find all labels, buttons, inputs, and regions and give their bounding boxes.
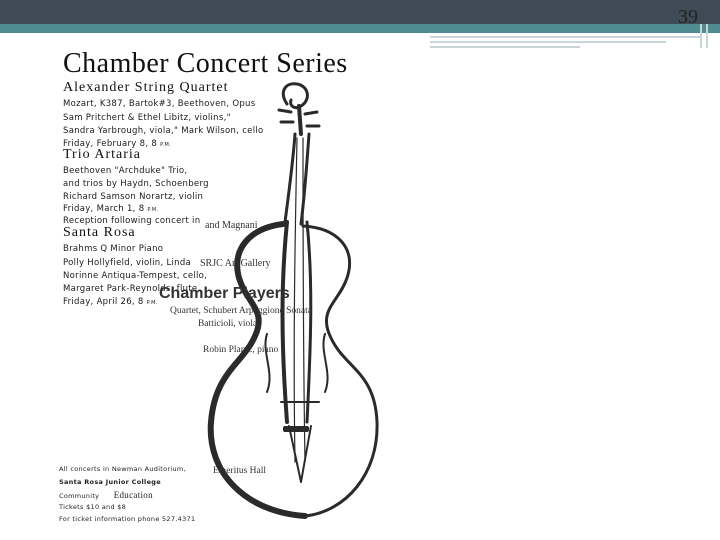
footer-education: Education [113, 490, 153, 500]
concert-detail-line: Mozart, K387, Bartok#3, Beethoven, Opus [63, 99, 256, 109]
concert-flyer [55, 42, 475, 532]
concert-detail-line: Margaret Park-Reynolds, flute, [63, 284, 201, 294]
concert-date-line [63, 204, 158, 214]
footer-line: All concerts in Newman Auditorium, [59, 465, 186, 473]
slide-top-bar [0, 0, 720, 24]
time-suffix: P.M. [147, 207, 159, 213]
overlay-gallery: SRJC Art Gallery [200, 258, 271, 269]
concert-date: Friday, April 26, 8 [63, 297, 144, 307]
concert-detail-line: and trios by Haydn, Schoenberg [63, 179, 209, 189]
overlay-text: Batticioli, viola, [198, 319, 260, 329]
concert-detail-line: Sam Pritchert & Ethel Libitz, violins," [63, 113, 231, 123]
concert-detail-line: Richard Samson Norartz, violin [63, 192, 204, 202]
footer-line [59, 490, 153, 500]
decorative-line [706, 24, 708, 48]
decorative-line [430, 36, 700, 38]
concert-detail-line: Brahms Q Minor Piano [63, 244, 164, 254]
concert-detail-line: Polly Hollyfield, violin, Linda [63, 258, 192, 268]
concert-detail-line: Sandra Yarbrough, viola," Mark Wilson, cello [63, 126, 264, 136]
overlay-chamber-players: Chamber Players [159, 285, 290, 302]
time-suffix: P.M. [160, 142, 172, 148]
footer-community: Community [59, 492, 100, 500]
concert-date-line [63, 297, 158, 307]
section-heading-santa-rosa: Santa Rosa [63, 225, 136, 240]
slide-accent-bar [0, 24, 720, 33]
overlay-text: and Magnani [205, 220, 258, 231]
overlay-text: Robin Plantz, piano [203, 345, 279, 355]
concert-date: Friday, February 8, 8 [63, 139, 158, 149]
section-heading-trio-artaria: Trio Artaria [63, 147, 141, 162]
concert-detail-line: Reception following concert in [63, 216, 201, 226]
concert-detail-line: Norinne Antiqua-Tempest, cello, [63, 271, 208, 281]
decorative-line [700, 24, 702, 48]
footer-line: For ticket information phone 527.4371 [59, 515, 196, 523]
section-heading-alexander: Alexander String Quartet [63, 80, 229, 95]
concert-date: Friday, March 1, 8 [63, 204, 145, 214]
slide-number: 39 [678, 6, 698, 28]
overlay-text: Emeritus Hall [213, 466, 267, 476]
footer-line: Santa Rosa Junior College [59, 478, 161, 486]
concert-detail-line: Beethoven "Archduke" Trio, [63, 166, 188, 176]
time-suffix: P.M. [146, 300, 158, 306]
footer-line: Tickets $10 and $8 [59, 503, 127, 511]
overlay-text: Quartet, Schubert Arpeggione Sonata [170, 306, 312, 316]
flyer-title: Chamber Concert Series [63, 48, 348, 79]
